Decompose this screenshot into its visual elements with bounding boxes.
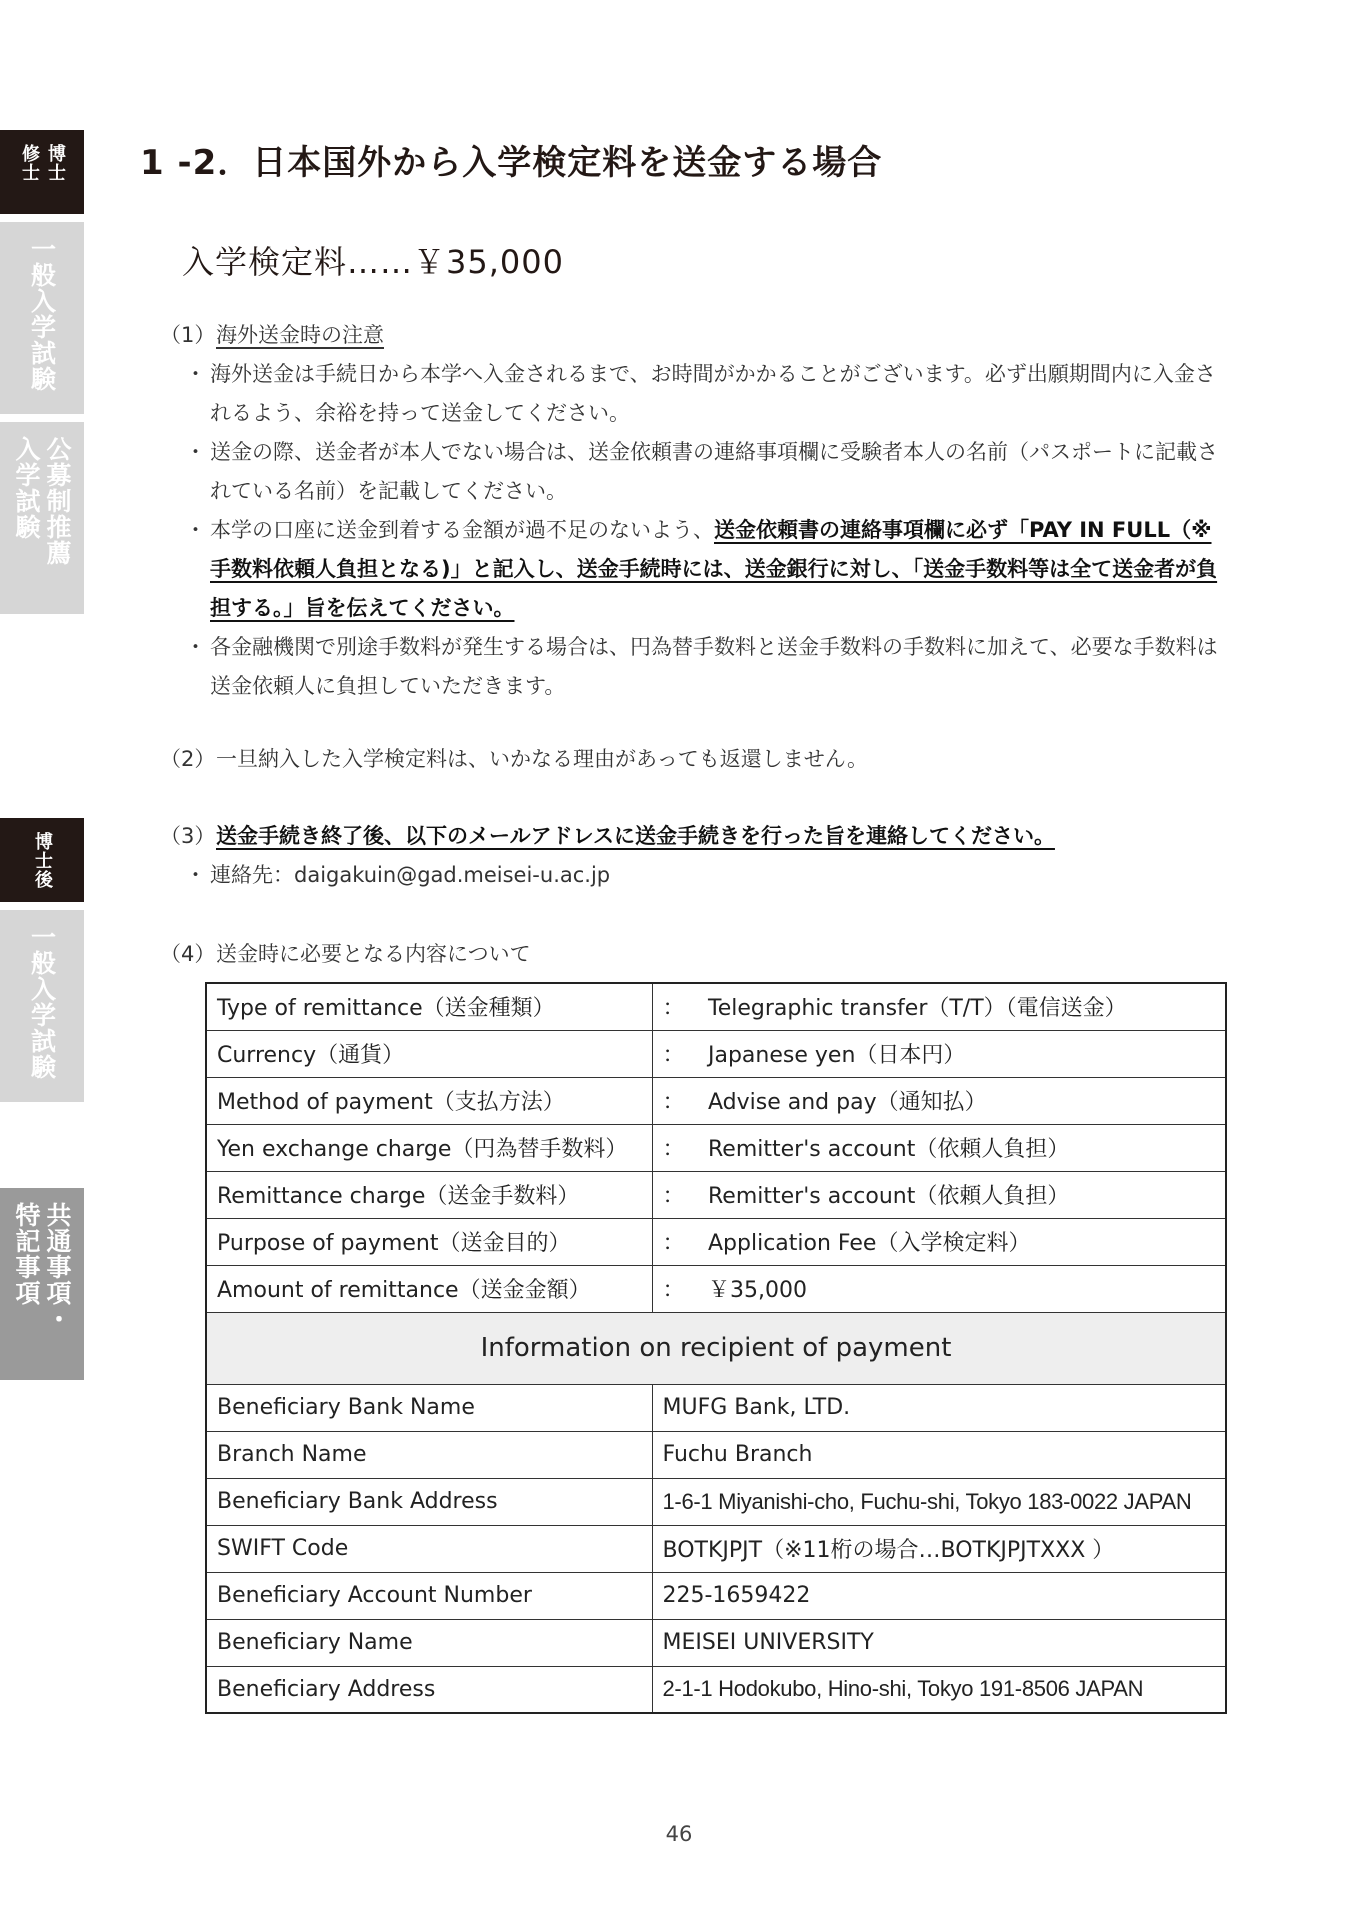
section-required-info: [160, 935, 1230, 974]
table-section-header-row: [206, 1312, 1226, 1384]
colon: ：: [652, 983, 698, 1030]
table-row: [206, 1077, 1226, 1124]
section-number: （4）: [160, 942, 216, 966]
list-item: [160, 433, 1230, 511]
row-value: Application Fee（入学検定料）: [698, 1218, 1226, 1265]
important-instruction: 送金依頼書の連絡事項欄に必ず「PAY IN FULL（※手数料依頼人負担となる)」と記入し、送金手続時には、送金銀行に対し、「送金手数料等は全て送金者が負担する。」旨を伝えてください。: [210, 518, 1218, 620]
table-row: [206, 1218, 1226, 1265]
row-value: MUFG Bank, LTD.: [652, 1384, 1226, 1431]
tab-label: 修士: [19, 144, 40, 182]
row-label: Beneficiary Bank Name: [206, 1384, 652, 1431]
row-value: Fuchu Branch: [652, 1431, 1226, 1478]
section-text: 送金手続き終了後、以下のメールアドレスに送金手続きを行った旨を連絡してください。: [216, 824, 1055, 848]
tab-label: 博士: [45, 144, 66, 182]
row-value: Remitter's account（依頼人負担）: [698, 1171, 1226, 1218]
colon: ：: [652, 1030, 698, 1077]
tab-label: 博士後: [32, 832, 53, 889]
colon: ：: [652, 1124, 698, 1171]
tab-general-exam-1: [0, 222, 84, 414]
row-label: Beneficiary Address: [206, 1666, 652, 1713]
row-label: Branch Name: [206, 1431, 652, 1478]
section-no-refund: [160, 740, 1230, 779]
row-label: Currency（通貨）: [206, 1030, 652, 1077]
row-label: Yen exchange charge（円為替手数料）: [206, 1124, 652, 1171]
colon: ：: [652, 1171, 698, 1218]
row-label: Beneficiary Bank Address: [206, 1478, 652, 1525]
bullet-mark: ・: [185, 518, 206, 542]
table-row: [206, 1525, 1226, 1572]
remittance-table: [205, 982, 1227, 1714]
fee-amount: 入学検定料……￥35,000: [182, 243, 564, 281]
table-row: [206, 1478, 1226, 1525]
row-value: BOTKJPJT（※11桁の場合…BOTKJPJTXXX ）: [652, 1525, 1226, 1572]
row-label: Purpose of payment（送金目的）: [206, 1218, 652, 1265]
list-item-text: 各金融機関で別途手数料が発生する場合は、円為替手数料と送金手数料の手数料に加えて、必要な手数料は送金依頼人に負担していただきます。: [210, 635, 1218, 698]
row-label: Remittance charge（送金手数料）: [206, 1171, 652, 1218]
bullet-mark: ・: [185, 863, 206, 887]
section-heading: 海外送金時の注意: [216, 323, 384, 347]
row-label: Beneficiary Name: [206, 1619, 652, 1666]
section-contact: [160, 817, 1230, 895]
tab-label: 一般入学試験: [27, 236, 57, 392]
row-value: MEISEI UNIVERSITY: [652, 1619, 1226, 1666]
tab-master-doctoral-first: [0, 130, 84, 214]
row-value: Advise and pay（通知払）: [698, 1077, 1226, 1124]
list-item-text-plain: 本学の口座に送金到着する金額が過不足のないよう、: [210, 518, 714, 542]
page-title: 1 -2．日本国外から入学検定料を送金する場合: [140, 143, 883, 183]
colon: ：: [652, 1265, 698, 1312]
list-item-text: [210, 511, 1230, 628]
tab-label: 一般入学試験: [27, 924, 57, 1080]
tab-general-exam-2: [0, 910, 84, 1102]
row-value: Remitter's account（依頼人負担）: [698, 1124, 1226, 1171]
list-item-text: 送金の際、送金者が本人でない場合は、送金依頼書の連絡事項欄に受験者本人の名前（パスポートに記載されている名前）を記載してください。: [210, 440, 1218, 503]
table-row: [206, 1265, 1226, 1312]
bullet-mark: ・: [185, 635, 206, 659]
tab-public-recommendation: [0, 422, 84, 614]
table-row: [206, 1384, 1226, 1431]
contact-email: 連絡先：daigakuin@gad.meisei-u.ac.jp: [210, 863, 611, 887]
table-row: [206, 1572, 1226, 1619]
row-label: Amount of remittance（送金金額）: [206, 1265, 652, 1312]
row-value: 1-6-1 Miyanishi-cho, Fuchu-shi, Tokyo 183-0022 JAPAN: [652, 1478, 1226, 1525]
table-row: [206, 1666, 1226, 1713]
list-item: [160, 628, 1230, 706]
section-overseas-notes: [160, 316, 1230, 706]
page-number: 46: [665, 1822, 693, 1846]
section-text: 送金時に必要となる内容について: [216, 942, 531, 966]
row-label: Beneficiary Account Number: [206, 1572, 652, 1619]
section-number: （3）: [160, 824, 216, 848]
row-label: SWIFT Code: [206, 1525, 652, 1572]
list-item: [160, 355, 1230, 433]
tab-label: 特記事項: [12, 1202, 41, 1306]
list-item: [160, 856, 1230, 895]
tab-label: 入学試験: [12, 436, 41, 540]
section-number: （1）: [160, 323, 216, 347]
row-value: 2-1-1 Hodokubo, Hino-shi, Tokyo 191-8506 JAPAN: [652, 1666, 1226, 1713]
tab-label: 公募制推薦: [43, 436, 72, 566]
bullet-mark: ・: [185, 440, 206, 464]
colon: ：: [652, 1077, 698, 1124]
tab-label: 共通事項・: [43, 1202, 72, 1332]
section-text: 一旦納入した入学検定料は、いかなる理由があっても返還しません。: [216, 747, 869, 771]
row-value: ￥35,000: [698, 1265, 1226, 1312]
tab-doctoral-later: [0, 818, 84, 902]
table-row: [206, 1619, 1226, 1666]
table-row: [206, 1030, 1226, 1077]
table-row: [206, 1124, 1226, 1171]
tab-common-special: [0, 1188, 84, 1380]
table-row: [206, 983, 1226, 1030]
row-label: Type of remittance（送金種類）: [206, 983, 652, 1030]
table-row: [206, 1431, 1226, 1478]
row-value: Telegraphic transfer（T/T）（電信送金）: [698, 983, 1226, 1030]
row-label: Method of payment（支払方法）: [206, 1077, 652, 1124]
row-value: 225-1659422: [652, 1572, 1226, 1619]
row-value: Japanese yen（日本円）: [698, 1030, 1226, 1077]
table-section-header: Information on recipient of payment: [206, 1312, 1226, 1384]
bullet-mark: ・: [185, 362, 206, 386]
table-row: [206, 1171, 1226, 1218]
colon: ：: [652, 1218, 698, 1265]
section-number: （2）: [160, 747, 216, 771]
list-item: [160, 511, 1230, 628]
list-item-text: 海外送金は手続日から本学へ入金されるまで、お時間がかかることがございます。必ず出願期間内に入金されるよう、余裕を持って送金してください。: [210, 362, 1216, 425]
